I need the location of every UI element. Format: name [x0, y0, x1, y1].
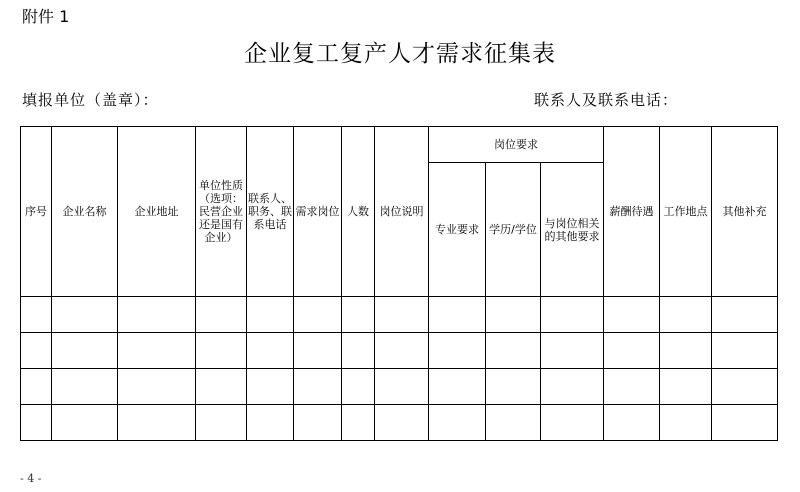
table-cell[interactable] — [342, 297, 375, 333]
table-cell[interactable] — [342, 405, 375, 441]
table-cell[interactable] — [712, 405, 778, 441]
table-cell[interactable] — [294, 297, 342, 333]
table-cell[interactable] — [541, 405, 604, 441]
table-cell[interactable] — [541, 369, 604, 405]
table-cell[interactable] — [118, 297, 196, 333]
table-cell[interactable] — [247, 369, 294, 405]
table-cell[interactable] — [196, 297, 247, 333]
table-cell[interactable] — [247, 297, 294, 333]
table-cell[interactable] — [660, 405, 712, 441]
contact-label: 联系人及联系电话： — [534, 91, 679, 109]
table-cell[interactable] — [429, 333, 486, 369]
annex-label: 附件 1 — [22, 7, 70, 26]
table-cell[interactable] — [604, 369, 660, 405]
table-cell[interactable] — [429, 405, 486, 441]
unit-nature-line: （选项： — [199, 192, 243, 205]
table-cell[interactable] — [196, 405, 247, 441]
table-row — [21, 369, 778, 405]
table-cell[interactable] — [486, 333, 541, 369]
table-cell[interactable] — [196, 333, 247, 369]
header-other-req — [541, 163, 604, 297]
table-cell[interactable] — [21, 369, 52, 405]
header-salary: 薪酬待遇 — [604, 127, 660, 297]
table-cell[interactable] — [486, 369, 541, 405]
table-cell[interactable] — [247, 405, 294, 441]
table-cell[interactable] — [52, 369, 118, 405]
unit-nature-line: 单位性质 — [199, 179, 243, 192]
table-cell[interactable] — [486, 297, 541, 333]
unit-nature-line: 民营企业 — [199, 205, 243, 218]
table-cell[interactable] — [118, 405, 196, 441]
other-req-line: 的其他要求 — [544, 229, 600, 243]
unit-nature-line: 企业） — [204, 231, 238, 244]
contact-info-line: 联系人、 — [248, 192, 292, 205]
page-title: 企业复工复产人才需求征集表 — [244, 41, 556, 67]
table-cell[interactable] — [375, 369, 429, 405]
table-cell[interactable] — [294, 369, 342, 405]
table-cell[interactable] — [429, 369, 486, 405]
page-number: - 4 - — [20, 472, 42, 485]
table-cell[interactable] — [604, 297, 660, 333]
header-major-req: 专业要求 — [429, 163, 486, 297]
table-cell[interactable] — [375, 405, 429, 441]
header-job-requirements: 岗位要求 — [429, 127, 604, 163]
header-work-place: 工作地点 — [660, 127, 712, 297]
table-cell[interactable] — [342, 333, 375, 369]
header-unit-nature — [196, 127, 247, 297]
header-other-notes: 其他补充 — [712, 127, 778, 297]
table-row — [21, 297, 778, 333]
header-degree-req: 学历/学位 — [486, 163, 541, 297]
table-cell[interactable] — [247, 333, 294, 369]
table-cell[interactable] — [660, 369, 712, 405]
table-cell[interactable] — [118, 333, 196, 369]
table-cell[interactable] — [712, 333, 778, 369]
table-cell[interactable] — [660, 297, 712, 333]
table-cell[interactable] — [196, 369, 247, 405]
table-cell[interactable] — [52, 333, 118, 369]
table-cell[interactable] — [342, 369, 375, 405]
table-cell[interactable] — [294, 333, 342, 369]
contact-info-line: 职务、联 — [248, 205, 292, 218]
table-cell[interactable] — [21, 333, 52, 369]
table-cell[interactable] — [429, 297, 486, 333]
header-seq: 序号 — [21, 127, 52, 297]
contact-info-line: 系电话 — [253, 218, 287, 231]
table-cell[interactable] — [52, 297, 118, 333]
header-contact-info — [247, 127, 294, 297]
table-cell[interactable] — [52, 405, 118, 441]
table-cell[interactable] — [294, 405, 342, 441]
table-cell[interactable] — [486, 405, 541, 441]
table-row — [21, 333, 778, 369]
table-row — [21, 405, 778, 441]
unit-nature-line: 还是国有 — [199, 218, 243, 231]
other-req-line: 与岗位相关 — [544, 216, 600, 230]
table-cell[interactable] — [604, 405, 660, 441]
talent-demand-table — [20, 126, 778, 441]
table-cell[interactable] — [21, 297, 52, 333]
table-cell[interactable] — [604, 333, 660, 369]
table-cell[interactable] — [375, 333, 429, 369]
table-cell[interactable] — [712, 297, 778, 333]
header-headcount: 人数 — [342, 127, 375, 297]
header-job-desc: 岗位说明 — [375, 127, 429, 297]
header-company-name: 企业名称 — [52, 127, 118, 297]
table-cell[interactable] — [712, 369, 778, 405]
header-company-address: 企业地址 — [118, 127, 196, 297]
table-cell[interactable] — [375, 297, 429, 333]
table-cell[interactable] — [660, 333, 712, 369]
fill-unit-label: 填报单位（盖章）： — [22, 91, 159, 109]
table-cell[interactable] — [541, 297, 604, 333]
table-cell[interactable] — [118, 369, 196, 405]
table-cell[interactable] — [21, 405, 52, 441]
table-cell[interactable] — [541, 333, 604, 369]
header-job-needed: 需求岗位 — [294, 127, 342, 297]
